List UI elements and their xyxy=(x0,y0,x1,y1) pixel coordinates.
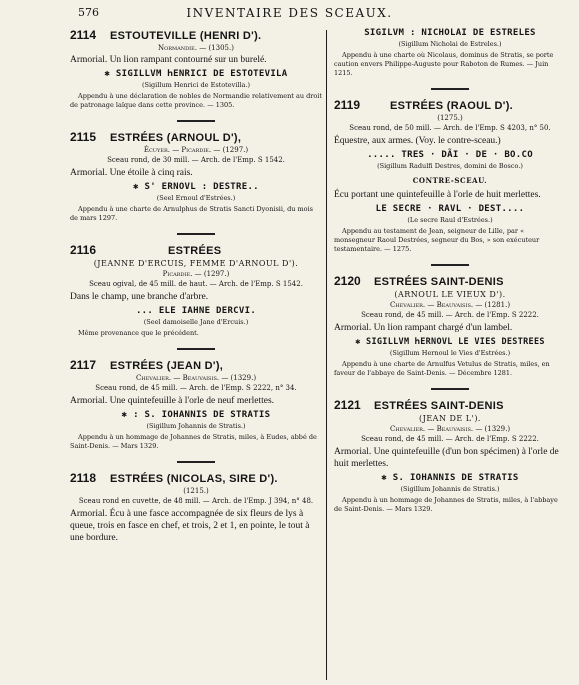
entry-title: ESTRÉES (RAOUL D'). xyxy=(390,100,514,112)
entry-meta: Chevalier. — Beauvaisis. — (1329.) xyxy=(389,425,511,433)
seal-legend-translation: (Sigillum Nicholai de Estreles.) xyxy=(398,40,502,48)
page-number: 576 xyxy=(78,6,99,19)
entry-note: Appendu à une déclaration de nobles de Normandie relativement au droit de patronage laïque dans cette province. — 1305. xyxy=(70,92,322,109)
entry-physical: Sceau rond en cuvette, de 48 mill. — Arch. de l'Emp. J 394, n° 48. xyxy=(78,497,314,505)
entry-description: Dans le champ, une branche d'arbre. xyxy=(70,292,209,302)
seal-legend-translation: (Seel damoiselle Jane d'Ercuis.) xyxy=(143,318,249,326)
entry-description: Armorial. Un lion rampant contourné sur un burelé. xyxy=(70,55,267,65)
counter-seal-legend: LE SECRE · RAVL · DEST.... xyxy=(375,204,525,214)
entry-description: Armorial. Écu à une fasce accompagnée de six fleurs de lys à queue, trois en fasce en chef, et trois, 2 et 1, en pointe, le tout à une bordure. xyxy=(70,509,310,543)
entry-note: Appendu au testament de Jean, seigneur de Lille, par « monsegneur Raoul Destrées, segneur du Bos, » son exécuteur testamentaire. — 1275. xyxy=(334,227,540,253)
entry-number: 2118 xyxy=(70,471,97,485)
entry-2118-continued xyxy=(334,28,566,90)
section-rule xyxy=(431,388,469,390)
seal-legend-translation: (Sigillum Johannis de Stratis.) xyxy=(400,485,500,493)
entry-note: Appendu à une charte où Nicolaus, dominus de Stratis, se porte caution envers Philippe-Auguste pour Raboton de Rumes. — Juin 1215. xyxy=(334,51,554,77)
entry-physical: Sceau rond, de 30 mill. — Arch. de l'Emp. S 1542. xyxy=(107,156,285,164)
entry-2114 xyxy=(70,28,322,122)
entry-note: Appendu à une charte de Arnulphus de Stratis Sancti Dyonisii, du mois de mars 1297. xyxy=(70,205,314,222)
entry-heading xyxy=(334,274,566,288)
counter-seal-description: Écu portant une quintefeuille à l'orle de huit merlettes. xyxy=(334,190,541,200)
entry-description: Armorial. Une quintefeuille à l'orle de neuf merlettes. xyxy=(70,396,275,406)
seal-legend: ..... TRES · DÃI · DE · BO.CO xyxy=(367,150,533,160)
entry-title: ESTRÉES SAINT-DENIS xyxy=(374,276,504,288)
entry-title: ESTRÉES (NICOLAS, SIRE D'). xyxy=(110,473,278,485)
section-rule xyxy=(431,88,469,90)
seal-legend-translation: (Sigillum Hernoul le Vies d'Estrées.) xyxy=(389,349,511,357)
entry-description: Armorial. Un lion rampant chargé d'un lambel. xyxy=(334,323,513,333)
entry-meta: Normandie. — (1305.) xyxy=(158,44,234,52)
entry-2120 xyxy=(334,274,566,390)
entry-2115 xyxy=(70,130,322,235)
counter-seal-heading: CONTRE-SCEAU. xyxy=(412,176,488,185)
entry-physical: Sceau rond, de 50 mill. — Arch. de l'Emp. S 4203, n° 50. xyxy=(349,124,551,132)
entry-number: 2119 xyxy=(334,98,361,112)
entry-description: Équestre, aux armes. (Voy. le contre-sceau.) xyxy=(334,136,501,146)
entry-meta: (1275.) xyxy=(437,114,463,122)
seal-legend: ✱ SIGILLVM ҺERNOVL LE VIES DESTREES xyxy=(355,337,545,347)
entry-number: 2120 xyxy=(334,274,361,288)
seal-legend-translation: (Seel Ernoul d'Estrées.) xyxy=(156,194,236,202)
section-rule xyxy=(177,348,215,350)
entry-2116 xyxy=(70,243,322,350)
left-column xyxy=(70,28,322,544)
entry-title: ESTRÉES (ARNOUL D'), xyxy=(110,132,242,144)
section-rule xyxy=(177,461,215,463)
entry-title: ESTOUTEVILLE (HENRI D'). xyxy=(110,30,262,42)
entry-subtitle: (ARNOUL LE VIEUX D'). xyxy=(394,290,506,299)
running-head: INVENTAIRE DES SCEAUX. xyxy=(186,6,393,20)
counter-seal-legend-translation: (Le secre Raul d'Estrées.) xyxy=(407,216,493,224)
entry-meta: Écuyer. — Picardie. — (1297.) xyxy=(143,146,249,154)
seal-legend: ✱ S' ERNOVL : DESTRE.. xyxy=(133,182,259,192)
seal-legend: SIGILVM : NICHOLAI DE ESTRELES xyxy=(364,28,536,38)
entry-note: Même provenance que le précédent. xyxy=(78,329,199,337)
entry-title: ESTRÉES (JEAN D'), xyxy=(110,360,224,372)
column-divider xyxy=(326,30,327,680)
entry-heading xyxy=(70,28,322,42)
entry-meta: Picardie. — (1297.) xyxy=(162,270,230,278)
section-rule xyxy=(431,264,469,266)
entry-meta: Chevalier. — Beauvaisis. — (1329.) xyxy=(135,374,257,382)
entry-2117 xyxy=(70,358,322,463)
entry-note: Appendu à un hommage de Johannes de Stratis, miles, à Eudes, abbé de Saint-Denis. — Mars 1329. xyxy=(70,433,317,450)
entry-2118 xyxy=(70,471,322,544)
entry-note: Appendu à une charte de Arnulfus Vetulus de Stratis, miles, en faveur de l'abbaye de Saint-Denis. — Décembre 1281. xyxy=(334,360,550,377)
entry-meta: (1215.) xyxy=(183,487,209,495)
section-rule xyxy=(177,233,215,235)
entry-physical: Sceau rond, de 45 mill. — Arch. de l'Emp. S 2222. xyxy=(361,311,539,319)
entry-heading xyxy=(334,98,566,112)
entry-number: 2117 xyxy=(70,358,97,372)
entry-description: Armorial. Une quintefeuille (d'un bon spécimen) à l'orle de huit merlettes. xyxy=(334,447,559,469)
entry-number: 2121 xyxy=(334,398,361,412)
section-rule xyxy=(177,120,215,122)
entry-heading xyxy=(70,243,322,257)
seal-legend-translation: (Sigillum Johannis de Stratis.) xyxy=(146,422,246,430)
entry-title: ESTRÉES SAINT-DENIS xyxy=(374,400,504,412)
seal-legend: ✱ SIGILLVM ҺENRICI DE ESTOTEVILA xyxy=(104,69,288,79)
seal-legend-translation: (Sigillum Radulfi Destres, domini de Bosco.) xyxy=(377,162,523,170)
entry-heading xyxy=(70,130,322,144)
entry-description: Armorial. Une étoile à cinq rais. xyxy=(70,168,193,178)
entry-subtitle: (JEANNE D'ERCUIS, FEMME D'ARNOUL D'). xyxy=(93,259,299,268)
entry-2121 xyxy=(334,398,566,514)
entry-heading xyxy=(70,471,322,485)
entry-physical: Sceau rond, de 45 mill. — Arch. de l'Emp. S 2222. xyxy=(361,435,539,443)
right-column xyxy=(334,28,566,514)
seal-legend: ✱ : S. IOHANNIS DE STRATIS xyxy=(121,410,271,420)
entry-title: ESTRÉES xyxy=(168,245,222,257)
entry-note: Appendu à un hommage de Johannes de Stratis, miles, à l'abbaye de Saint-Denis. — Mars 1329. xyxy=(334,496,558,513)
entry-physical: Sceau rond, de 45 mill. — Arch. de l'Emp. S 2222, n° 34. xyxy=(95,384,297,392)
entry-subtitle: (JEAN DE L'). xyxy=(419,414,481,423)
entry-2119 xyxy=(334,98,566,266)
entry-meta: Chevalier. — Beauvaisis. — (1281.) xyxy=(389,301,511,309)
entry-number: 2114 xyxy=(70,28,97,42)
entry-heading xyxy=(70,358,322,372)
entry-number: 2115 xyxy=(70,130,97,144)
seal-legend: ✱ S. IOHANNIS DE STRATIS xyxy=(381,473,519,483)
entry-physical: Sceau ogival, de 45 mill. de haut. — Arch. de l'Emp. S 1542. xyxy=(89,280,303,288)
entry-heading xyxy=(334,398,566,412)
seal-legend-translation: (Sigillum Henrici de Estotevilla.) xyxy=(141,81,251,89)
seal-legend: ... ELE IAHNE DERCVI. xyxy=(135,306,257,316)
entry-number: 2116 xyxy=(70,243,97,257)
